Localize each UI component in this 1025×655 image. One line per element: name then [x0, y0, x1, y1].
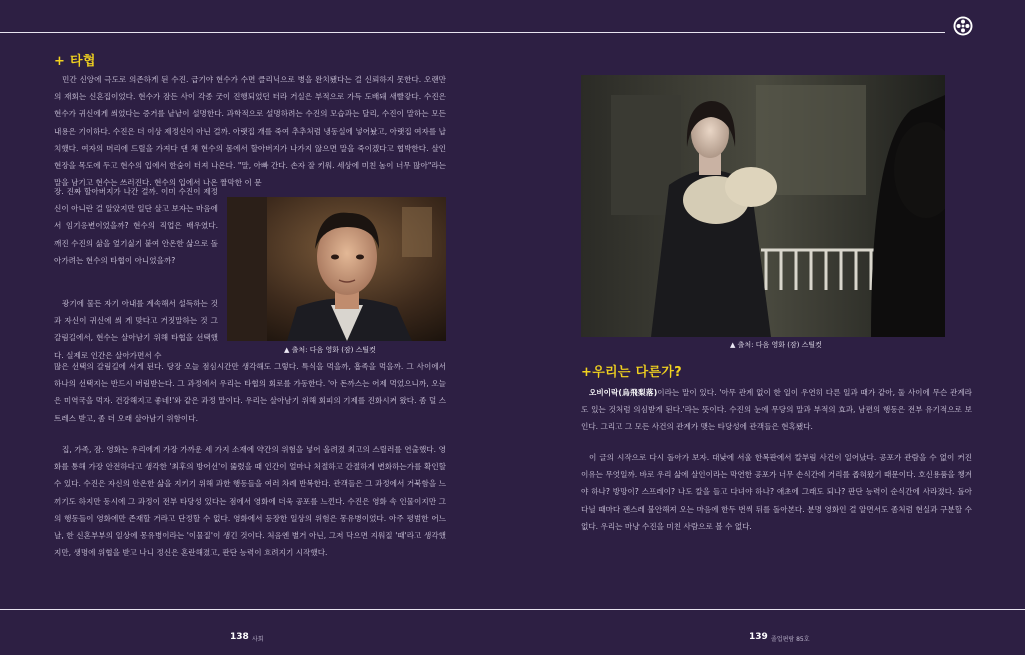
movie-still-man	[227, 197, 446, 341]
left-paragraph-1-wrap: 장. 진짜 할아버지가 나간 걸까. 이미 수진이 제정신이 아니란 걸 알았지만 일단 살고 보자는 마음에서 임기응변이었을까? 현수의 직업은 배우였다. 깨진 수진의 삶을 엎기싫기 붙여 안온한 삶으로 돌아가려는 현수의 타협이 아니었을까?	[54, 187, 218, 265]
left-page-label: 사회	[252, 636, 264, 643]
film-reel-icon	[953, 16, 973, 36]
key-term: 오비이락(烏飛梨落)	[589, 388, 658, 397]
bottom-rule	[0, 609, 1025, 610]
left-photo-caption: ▲ 출처: 다음 영화 (잠) 스틸컷	[284, 346, 376, 354]
top-rule	[0, 32, 945, 33]
movie-still-woman	[581, 75, 945, 337]
left-paragraph-2: 많은 선택의 갈림길에 서게 된다. 당장 오늘 점심시간만 생각해도 그렇다. 특식을 먹을까, 흡족을 먹을까. 그 사이에서 하나의 선택지는 반드시 버림받는다. 그 과정에서 우리는 타협의 회로를 가동한다. '아 돈까스는 어제 먹었으니까, 오늘은 미역국을 먹자. 건강해지고 좋네!'와 같은 과정 말이다. 우리는 살아남기 위해 회피의 기제를 진화시켜 왔다. 좀 덜 스트레스 받고, 좀 더 오래 살아남기 위함이다.	[54, 362, 446, 423]
left-paragraph-3: 집, 가족, 잠. 영화는 우리에게 가장 가까운 세 가지 소재에 약간의 위험을 넣어 올려졌 최고의 스릴러를 연출했다. 영화를 통해 가장 안전하다고 생각한 '최후의 방어선'이 뚫렸을 때 인간이 얼마나 처절하고 간절하게 변화하는가를 확인할 수 있다. 수진은 자신의 안온한 삶을 지키기 위해 과한 행동들을 여러 차례 반복한다. 관객들은 그 과정에서 거북함을 느끼기도 하지만 동시에 그 과정이 전부 타당성 있다는 점에서 영화에 더욱 공포를 느낀다. 수진은 영화 속 인물이지만 그의 행동들이 영화에만 존재할 거라고 단정할 수 없다. 영화에서 등장한 일상의 위험은 몽유병이었다. 아주 평범한 어느 날, 한 신혼부부의 일상에 몽유병이라는 '이물질'이 생긴 것이다. 처음엔 별거 아닌, 그저 닥으면 지워질 '때'라고 생각했지만, 생명에 위협을 받고 나니 정신은 혼란해졌고, 판단 능력이 흐려지기 시작했다.	[54, 445, 446, 558]
right-paragraph-1	[581, 384, 972, 436]
left-paragraph-2-wrap: 광기에 물든 자기 아내를 계속해서 설득하는 것과 자신이 귀신에 씌 게 맞다고 거짓말하는 것 그 갈림길에서, 현수는 살아남기 위해 타협을 선택했다. 실제로 인간은 살아가면서 수	[54, 299, 218, 360]
section-heading-are-we-different: +우리는 다른가?	[581, 365, 683, 380]
right-paragraph-1-text: 이라는 말이 있다. '아무 관계 없이 한 일이 우연히 다른 일과 때가 같아, 둘 사이에 무슨 관계라도 있는 것처럼 의심받게 된다.'라는 뜻이다. 수진의 눈에 무당의 말과 부적의 효과, 남편의 행동은 전부 유기적으로 보인다. 그리고 그 모든 사건의 관계가 맺는 타당성에 관객들은 현혹됐다.	[581, 388, 972, 432]
left-page-number: 138	[230, 632, 249, 642]
section-heading-compromise: + 타협	[54, 54, 96, 69]
right-paragraph-2: 이 글의 시작으로 다시 돌아가 보자. 대낮에 서울 한복판에서 칼부림 사건이 일어났다. 공포가 관람을 수 없이 커진 이유는 무엇일까. 바로 우리 삶에 살인이라는 막연한 공포가 너무 손식간에 거리를 좁혀왔기 때문이다. 호신용품을 챙겨야 하나? 방망이? 스프레이? 나도 칼을 들고 다녀야 하나? 애초에 그래도 되나? 판단 능력이 순식간에 사라졌다. 돌아다닐 때마다 괜스레 불안해져 오는 마음에 한두 번씩 뒤를 돌아본다. 분명 영화인 걸 알면서도 좀처럼 현실과 구분할 수 없다. 우리는 마냥 수진을 미친 사람으로 볼 수 없다.	[581, 453, 972, 531]
right-page-label: 졸업편람 85호	[771, 636, 810, 643]
right-photo-caption: ▲ 출처: 다음 영화 (잠) 스틸컷	[730, 341, 822, 349]
right-page-number: 139	[749, 632, 768, 642]
left-paragraph-1: 민간 신앙에 극도로 의존하게 된 수진. 급기야 현수가 수면 클리닉으로 병을 완치됐다는 걸 신뢰하지 못한다. 오랜만의 재회는 신혼집이었다. 현수가 잠든 사이 각종 굿이 진행되었던 터라 거실은 부적으로 가득 도배돼 새빨갛다. 수진은 현수가 귀신에게 씌었다는 증거를 낱낱이 설명한다. 과학적으로 설명하려는 수진의 모습과는 달리, 수진이 말하는 모든 내용은 기이하다. 수진은 더 이상 제정신이 아닌 걸까. 아랫집 개를 죽여 추추처럼 냉동실에 넣어놨고, 아랫집 여자를 납치했다. 여자의 머리에 드릴을 가져다 댄 채 현수의 몸에서 할아버지가 나가지 않으면 말을 죽이겠다고 협박한다. 살인 현장을 목도에 두고 현수의 입에서 한숨이 터져 나온다. "말, 아빠 간다. 손자 잘 키워. 세상에 미친 놈이 너무 많아"라는 말을 남기고 현수는 쓰러진다. 현수의 입에서 나온 짤막한 이 문	[54, 75, 446, 188]
